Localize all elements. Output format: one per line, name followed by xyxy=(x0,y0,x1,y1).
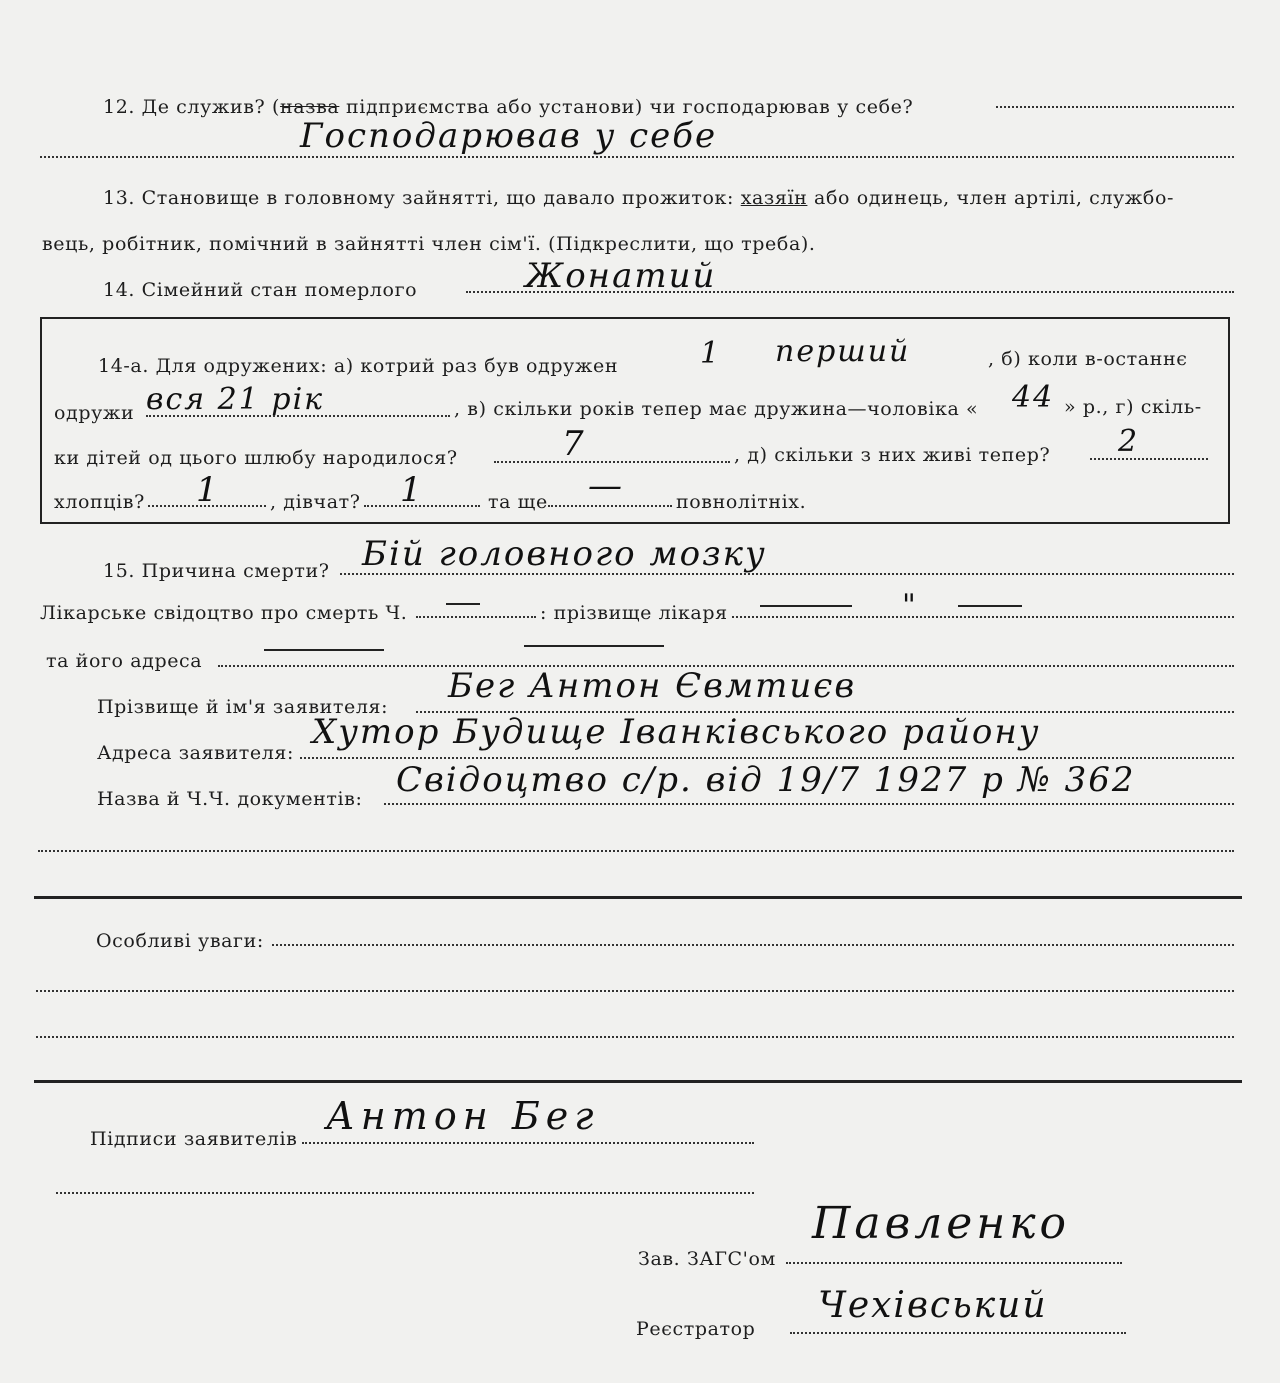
doctor-name-dash-2 xyxy=(958,605,1022,607)
q14a-line1: 14-а. Для одружених: а) котрий раз був одружен xyxy=(98,355,619,377)
applicant-doc: Свідоцтво с/р. від 19/7 1927 р № 362 xyxy=(396,760,1136,800)
q14-label: 14. Сімейний стан померлого xyxy=(103,279,418,301)
q14a-girls: 1 xyxy=(400,470,424,510)
remarks-dotline-3 xyxy=(36,1036,1234,1038)
q12-dotline-2 xyxy=(40,156,1234,158)
registrar-dotline xyxy=(790,1332,1126,1334)
applicant-name-label: Прізвище й ім'я заявителя: xyxy=(97,696,389,718)
doctor-cert-dash xyxy=(446,603,480,605)
remarks-label: Особливі уваги: xyxy=(96,930,264,952)
q14a-born-dotline xyxy=(494,461,730,463)
q14a-line2-end: » р., г) скіль- xyxy=(1064,396,1202,418)
q13-line1: 13. Становище в головному зайнятті, що давало прожиток: хазяїн або одинець, член артілі, службо- xyxy=(103,187,1175,209)
q12-label: 12. Де служив? (назва підприємства або установи) чи господарював у себе? xyxy=(103,96,914,118)
q14a-when-dotline xyxy=(146,415,450,417)
q14a-wife-age: 44 xyxy=(1012,380,1055,415)
head-zags-signature: Павленко xyxy=(812,1198,1071,1249)
q14a-line2-mid: , в) скільки років тепер має дружина—чоловіка « xyxy=(454,398,979,420)
applicant-address-dotline xyxy=(300,757,1234,759)
signatures-label: Підписи заявителів xyxy=(90,1128,298,1150)
q14a-more-label: та ще xyxy=(488,491,548,513)
q12-struck-word: назва xyxy=(279,96,340,118)
q13-underlined: хазяїн xyxy=(740,187,808,209)
registrar-signature: Чехівський xyxy=(818,1285,1048,1326)
section-rule-1 xyxy=(34,896,1242,899)
q14a-more: — xyxy=(588,466,624,506)
q14a-line1-end: , б) коли в-останнє xyxy=(988,348,1188,370)
doctor-name-dotline xyxy=(732,616,1234,618)
q14a-line3-start: ки дітей од цього шлюбу народилося? xyxy=(54,447,458,469)
q14a-when: вся 21 рік xyxy=(146,382,325,417)
q15-label: 15. Причина смерти? xyxy=(103,560,330,582)
blank-dotline-1 xyxy=(38,850,1234,852)
q15-answer: Бій головного мозку xyxy=(362,534,767,574)
applicant-doc-label: Назва й Ч.Ч. документів: xyxy=(97,788,363,810)
applicant-address-label: Адреса заявителя: xyxy=(97,742,294,764)
q14a-alive: 2 xyxy=(1118,424,1140,459)
doctor-name-label: : прізвище лікаря xyxy=(540,602,728,624)
doctor-cert-dotline xyxy=(416,616,536,618)
doctor-address-dash-2 xyxy=(524,645,664,647)
q14a-girls-label: , дівчат? xyxy=(270,491,361,513)
remarks-dotline-1 xyxy=(272,944,1234,946)
q14a-line2-start: одружи xyxy=(54,402,135,424)
remarks-dotline-2 xyxy=(36,990,1234,992)
q14a-children-born: 7 xyxy=(562,424,586,464)
q13-line2: вець, робітник, помічний в зайнятті член сім'ї. (Підкреслити, що треба). xyxy=(42,233,816,255)
applicant-name: Бег Антон Євмтиєв xyxy=(448,666,857,706)
q14a-times-word: перший xyxy=(775,334,911,369)
signatures-dotline-1 xyxy=(302,1142,754,1144)
head-zags-dotline xyxy=(786,1262,1122,1264)
doctor-address-label: та його адреса xyxy=(46,650,203,672)
head-zags-label: Зав. ЗАГС'ом xyxy=(638,1248,776,1270)
q14a-line3-mid: , д) скільки з них живі тепер? xyxy=(734,444,1051,466)
q14a-boys-label: хлопців? xyxy=(54,491,145,513)
q14a-boys: 1 xyxy=(196,470,220,510)
q14a-adults-label: повнолітніх. xyxy=(676,491,807,513)
doctor-cert-label: Лікарське свідоцтво про смерть Ч. xyxy=(40,602,408,624)
applicant-doc-dotline xyxy=(384,803,1234,805)
doctor-address-dash-1 xyxy=(264,649,384,651)
doctor-name-dash-1 xyxy=(760,605,852,607)
q14a-times-number: 1 xyxy=(700,336,722,371)
q12-answer: Господарював у себе xyxy=(300,116,718,156)
q14a-alive-dotline xyxy=(1090,458,1208,460)
q14-answer: Жонатий xyxy=(525,256,717,296)
q12-dotline xyxy=(996,106,1234,108)
section-rule-2 xyxy=(34,1080,1242,1083)
applicant-signature: Антон Бег xyxy=(326,1094,600,1138)
registrar-label: Реєстратор xyxy=(636,1318,756,1340)
doctor-name-ditto: " xyxy=(902,588,918,623)
signatures-dotline-2 xyxy=(56,1192,754,1194)
applicant-address: Хутор Будище Іванківського району xyxy=(312,712,1041,752)
